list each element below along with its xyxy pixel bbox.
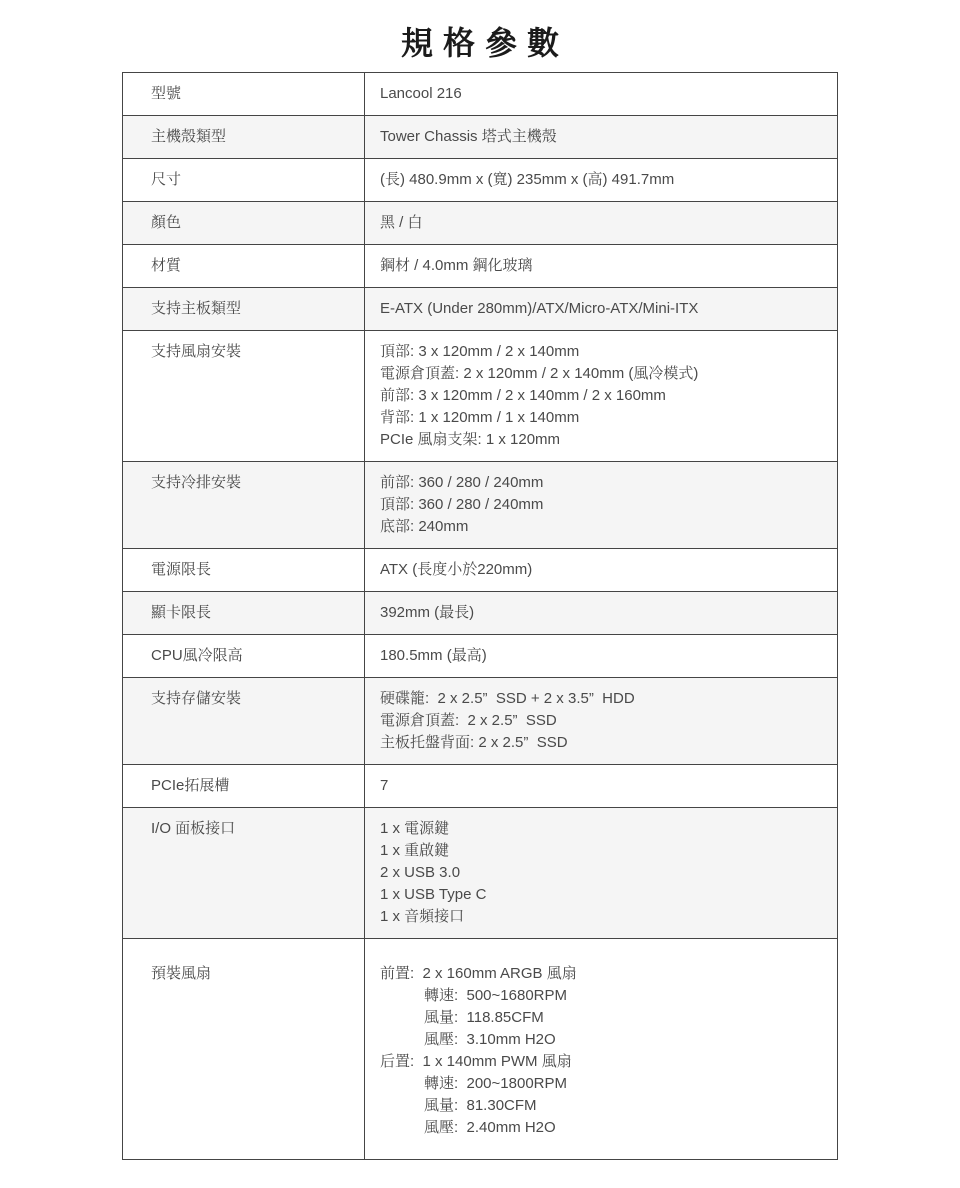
spec-value-line: 底部: 240mm	[380, 518, 469, 535]
spec-value-line: 392mm (最長)	[380, 604, 475, 621]
spec-row	[123, 548, 837, 591]
spec-value-line: 7	[380, 777, 389, 794]
spec-row-label: 材質	[123, 245, 365, 287]
spec-value-line: 1 x 重啟鍵	[380, 842, 450, 859]
spec-row-label: 主機殼類型	[123, 116, 365, 158]
spec-value-line: PCIe 風扇支架: 1 x 120mm	[380, 431, 561, 448]
spec-row-value	[365, 73, 837, 115]
spec-row-value	[365, 549, 837, 591]
spec-row-value	[365, 288, 837, 330]
spec-value-line: 后置: 1 x 140mm PWM 風扇	[380, 1053, 572, 1070]
spec-row-label: 支持存儲安裝	[123, 678, 365, 764]
spec-row	[123, 201, 837, 244]
spec-row-value	[365, 678, 837, 764]
spec-row	[123, 330, 837, 461]
spec-table	[122, 72, 838, 1160]
spec-row-label: 支持冷排安裝	[123, 462, 365, 548]
spec-row-label: 電源限長	[123, 549, 365, 591]
spec-row-value	[365, 202, 837, 244]
spec-row-label: I/O 面板接口	[123, 808, 365, 938]
spec-row-value	[365, 245, 837, 287]
spec-row-label: 支持風扇安裝	[123, 331, 365, 461]
spec-row-label: CPU風冷限高	[123, 635, 365, 677]
spec-value-line: 背部: 1 x 120mm / 1 x 140mm	[380, 409, 580, 426]
spec-value-line: 電源倉頂蓋: 2 x 120mm / 2 x 140mm (風冷模式)	[380, 365, 699, 382]
spec-row	[123, 591, 837, 634]
spec-row-value	[365, 635, 837, 677]
spec-value-line: 2 x USB 3.0	[380, 864, 461, 881]
spec-row-label: 型號	[123, 73, 365, 115]
spec-row-value	[365, 592, 837, 634]
spec-value-line: 風量: 118.85CFM	[424, 1009, 544, 1026]
spec-value-line: (長) 480.9mm x (寬) 235mm x (高) 491.7mm	[380, 171, 675, 188]
spec-value-line: 1 x 音頻接口	[380, 908, 465, 925]
spec-row-value	[365, 159, 837, 201]
spec-row-value	[365, 462, 837, 548]
spec-value-line: 黑 / 白	[380, 214, 423, 231]
spec-value-line: 轉速: 500~1680RPM	[424, 987, 567, 1004]
spec-row-label: 尺寸	[123, 159, 365, 201]
spec-row	[123, 287, 837, 330]
spec-row-label: 顏色	[123, 202, 365, 244]
spec-value-line: 頂部: 3 x 120mm / 2 x 140mm	[380, 343, 580, 360]
spec-row-label: 預裝風扇	[123, 939, 365, 1159]
page-title: 規格參數	[400, 25, 569, 61]
spec-row	[123, 461, 837, 548]
spec-value-line: 1 x 電源鍵	[380, 820, 450, 837]
spec-row	[123, 634, 837, 677]
spec-row-label: 支持主板類型	[123, 288, 365, 330]
spec-row	[123, 764, 837, 807]
spec-row-value	[365, 765, 837, 807]
spec-row	[123, 115, 837, 158]
spec-row	[123, 677, 837, 764]
spec-value-line: 風量: 81.30CFM	[424, 1097, 537, 1114]
spec-value-line: 180.5mm (最高)	[380, 647, 487, 664]
spec-value-line: 主板托盤背面: 2 x 2.5” SSD	[380, 734, 568, 751]
spec-value-line: 硬碟籠: 2 x 2.5” SSD + 2 x 3.5” HDD	[380, 690, 635, 707]
spec-value-line: 電源倉頂蓋: 2 x 2.5” SSD	[380, 712, 557, 729]
spec-row-value	[365, 116, 837, 158]
spec-row-value	[365, 939, 837, 1159]
spec-value-line: Tower Chassis 塔式主機殼	[380, 128, 557, 145]
spec-value-line: 前置: 2 x 160mm ARGB 風扇	[380, 965, 577, 982]
spec-row-value	[365, 808, 837, 938]
spec-row	[123, 244, 837, 287]
spec-value-line: Lancool 216	[380, 85, 462, 102]
spec-value-line: ATX (長度小於220mm)	[380, 561, 533, 578]
spec-value-line: 鋼材 / 4.0mm 鋼化玻璃	[380, 257, 533, 274]
spec-value-line: E-ATX (Under 280mm)/ATX/Micro-ATX/Mini-ITX	[380, 300, 699, 317]
spec-row-value	[365, 331, 837, 461]
spec-row	[123, 73, 837, 115]
spec-row	[123, 158, 837, 201]
spec-value-line: 風壓: 3.10mm H2O	[424, 1031, 556, 1048]
spec-value-line: 1 x USB Type C	[380, 886, 487, 903]
spec-row	[123, 807, 837, 938]
spec-row-label: PCIe拓展槽	[123, 765, 365, 807]
spec-value-line: 風壓: 2.40mm H2O	[424, 1119, 556, 1136]
spec-value-line: 頂部: 360 / 280 / 240mm	[380, 496, 544, 513]
spec-value-line: 前部: 360 / 280 / 240mm	[380, 474, 544, 491]
spec-row	[123, 938, 837, 1159]
spec-row-label: 顯卡限長	[123, 592, 365, 634]
spec-value-line: 轉速: 200~1800RPM	[424, 1075, 567, 1092]
spec-value-line: 前部: 3 x 120mm / 2 x 140mm / 2 x 160mm	[380, 387, 666, 404]
